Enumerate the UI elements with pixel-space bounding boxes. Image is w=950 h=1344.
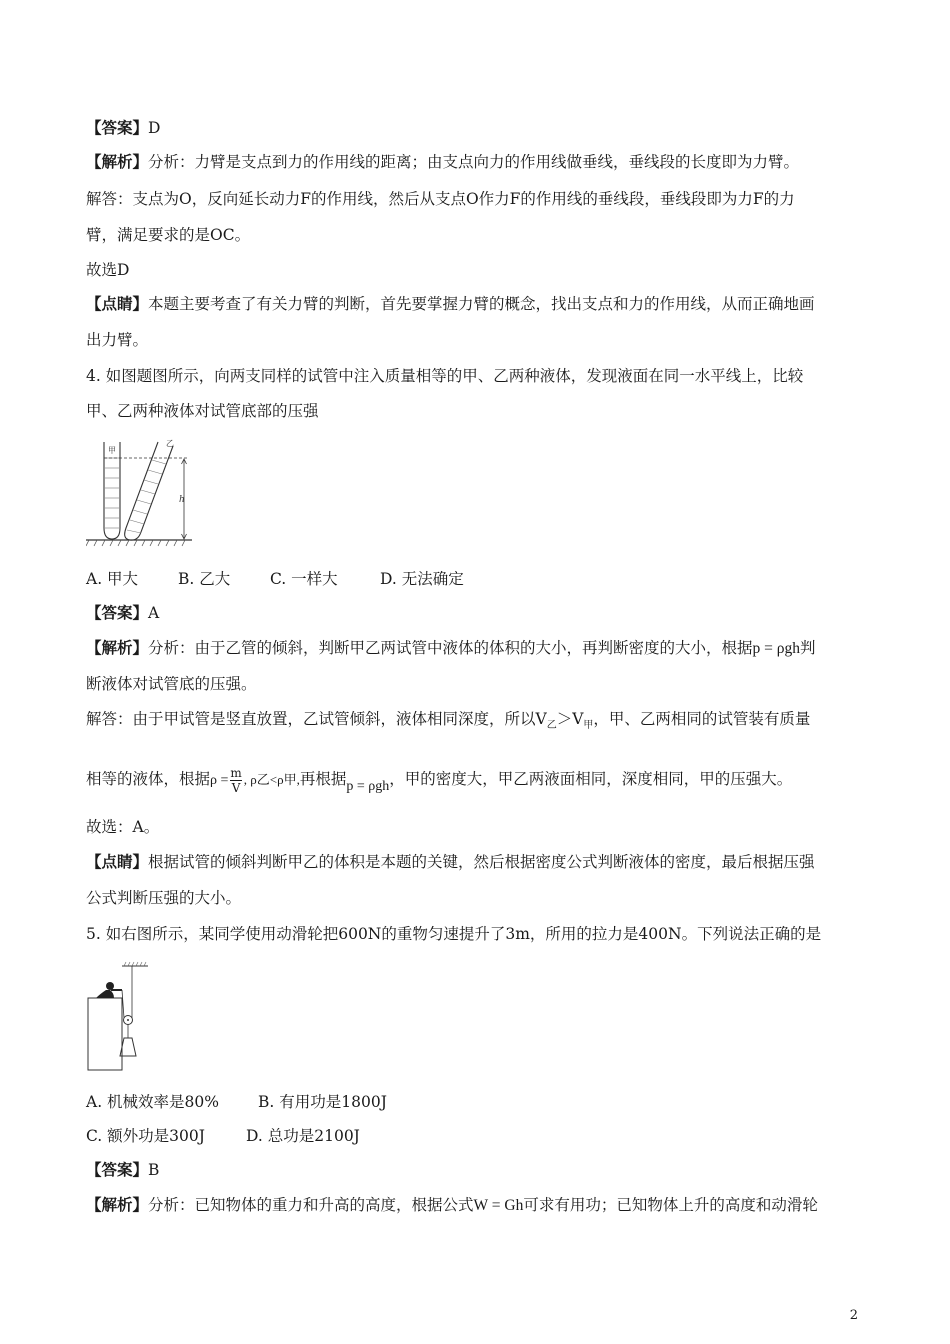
q4-stem-line1: 4. 如图题图所示，向两支同样的试管中注入质量相等的甲、乙两种液体，发现液面在同一水平线上，比较 (86, 367, 804, 385)
q3-choice: 故选D (86, 261, 130, 279)
q4-solution-line2: 相等的液体，根据ρ = $\frac{m}{V}$ , ρ乙<ρ甲,再根据p = ρgh，甲的密度大，甲乙两液面相同，深度相同，甲的压强大。 (86, 765, 793, 795)
q5-option-a: A. 机械效率是80% (86, 1093, 219, 1111)
q5-options-row2 (86, 1126, 360, 1146)
q3-analysis: 【解析】分析：力臂是支点到力的作用线的距离；由支点向力的作用线做垂线，垂线段的长度即为力臂。 (86, 152, 800, 171)
q4-choice: 故选：A。 (86, 818, 160, 836)
q4-analysis-line1: 【解析】分析：由于乙管的倾斜，判断甲乙两试管中液体的体积的大小，再判断密度的大小，根据p = ρgh判 (86, 638, 816, 657)
page-number: 2 (849, 1308, 858, 1323)
q4-answer: 【答案】A (86, 603, 160, 622)
q5-answer: 【答案】B (86, 1160, 160, 1179)
density-fraction: $\frac{m}{V}$ (230, 765, 242, 795)
q5-analysis: 【解析】分析：已知物体的重力和升高的高度，根据公式W = Gh可求有用功；已知物体上升的高度和动滑轮 (86, 1195, 818, 1214)
tube-jia-label: 甲 (108, 446, 116, 455)
q3-solution-line1: 解答：支点为O，反向延长动力F的作用线，然后从支点O作力F的作用线的垂线段，垂线段即为力F的力 (86, 190, 795, 208)
q4-option-b: B. 乙大 (178, 570, 231, 588)
q5-option-c: C. 额外功是300J (86, 1127, 205, 1145)
pulley-figure (86, 960, 156, 1072)
q4-comment-line1: 【点睛】根据试管的倾斜判断甲乙的体积是本题的关键，然后根据密度公式判断液体的密度，最后根据压强 (86, 852, 815, 871)
work-formula: W = Gh (473, 1197, 524, 1214)
height-label: h (179, 495, 185, 505)
tube-yi-label: 乙 (166, 439, 174, 448)
q3-solution-line2: 臂，满足要求的是OC。 (86, 226, 251, 244)
q5-option-d: D. 总功是2100J (246, 1127, 360, 1145)
q5-options-row1 (86, 1092, 387, 1112)
q4-options (86, 569, 464, 589)
q3-answer: 【答案】D (86, 118, 161, 137)
test-tubes-figure (86, 436, 196, 550)
q3-comment-line2: 出力臂。 (86, 331, 149, 349)
q4-solution-line1: 解答：由于甲试管是竖直放置，乙试管倾斜，液体相同深度，所以$V_乙>V_甲$，甲、乙两相同的试管装有质量 (86, 710, 811, 732)
q4-option-a: A. 甲大 (86, 570, 139, 588)
q4-option-c: C. 一样大 (270, 570, 338, 588)
q3-comment-line1: 【点睛】本题主要考查了有关力臂的判断，首先要掌握力臂的概念，找出支点和力的作用线，从而正确地画 (86, 294, 815, 313)
q4-analysis-line2: 断液体对试管底的压强。 (86, 675, 257, 693)
q5-stem: 5. 如右图所示，某同学使用动滑轮把600N的重物匀速提升了3m，所用的拉力是400N。下列说法正确的是 (86, 925, 822, 943)
q5-option-b: B. 有用功是1800J (258, 1093, 387, 1111)
q4-comment-line2: 公式判断压强的大小。 (86, 889, 242, 907)
q4-stem-line2: 甲、乙两种液体对试管底部的压强 (86, 402, 319, 420)
q4-option-d: D. 无法确定 (380, 570, 464, 588)
pressure-formula: p = ρgh (752, 640, 801, 657)
